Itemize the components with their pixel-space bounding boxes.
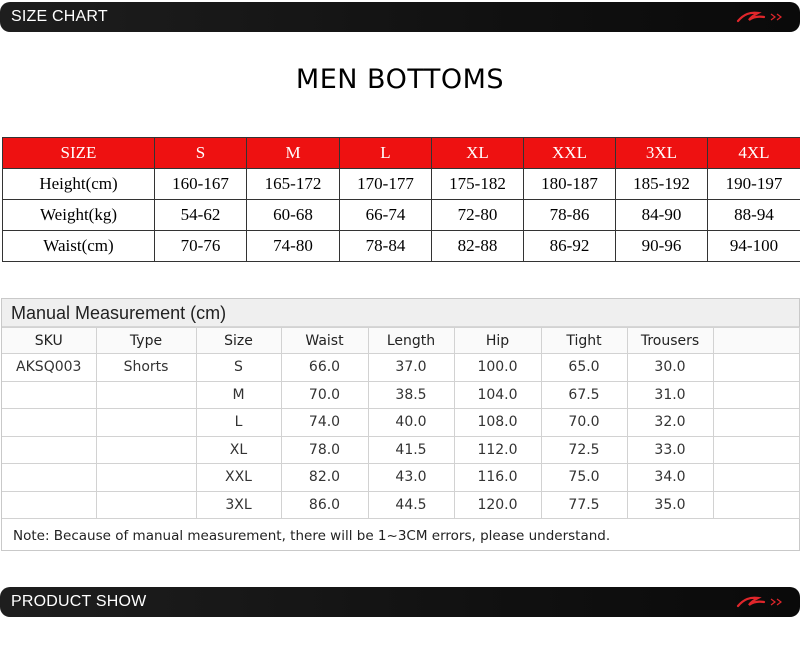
- table-cell: 41.5: [368, 436, 454, 464]
- table-cell: 185-192: [616, 169, 708, 200]
- table-cell: [96, 491, 196, 519]
- table-cell: [713, 436, 799, 464]
- table-cell: [713, 381, 799, 409]
- table-cell: 70.0: [541, 409, 627, 437]
- table-cell: 78-86: [524, 200, 616, 231]
- table-cell: 30.0: [627, 354, 713, 382]
- table-cell: 33.0: [627, 436, 713, 464]
- table-cell: 60-68: [247, 200, 340, 231]
- table-row: [2, 381, 799, 409]
- column-header-size: Size: [196, 328, 281, 354]
- size-header-cell: SIZE: [3, 138, 155, 169]
- table-cell: 90-96: [616, 231, 708, 262]
- table-cell: 175-182: [432, 169, 524, 200]
- table-cell: 66-74: [340, 200, 432, 231]
- size-header-cell: XL: [432, 138, 524, 169]
- table-row: [3, 169, 800, 200]
- table-cell: 82-88: [432, 231, 524, 262]
- manual-measurement-panel: [1, 298, 800, 551]
- table-cell: [96, 436, 196, 464]
- table-cell: 86.0: [281, 491, 368, 519]
- table-cell: 160-167: [155, 169, 247, 200]
- table-cell: 43.0: [368, 464, 454, 492]
- table-cell: 94-100: [708, 231, 800, 262]
- table-cell: 34.0: [627, 464, 713, 492]
- table-cell: [713, 354, 799, 382]
- table-cell: Shorts: [96, 354, 196, 382]
- table-cell: [713, 409, 799, 437]
- table-cell: 38.5: [368, 381, 454, 409]
- column-header-type: Type: [96, 328, 196, 354]
- column-header-hip: Hip: [454, 328, 541, 354]
- table-cell: 100.0: [454, 354, 541, 382]
- table-row: [2, 464, 799, 492]
- column-header-tight: Tight: [541, 328, 627, 354]
- banner-title: PRODUCT SHOW: [11, 593, 147, 610]
- table-row: [3, 200, 800, 231]
- table-cell: 190-197: [708, 169, 800, 200]
- manual-header-row: [2, 328, 799, 354]
- size-header-cell: XXL: [524, 138, 616, 169]
- row-label: Waist(cm): [3, 231, 155, 262]
- table-cell: 32.0: [627, 409, 713, 437]
- manual-measurement-table: [2, 327, 800, 519]
- table-cell: 82.0: [281, 464, 368, 492]
- table-cell: 86-92: [524, 231, 616, 262]
- size-header-cell: 3XL: [616, 138, 708, 169]
- table-cell: 72-80: [432, 200, 524, 231]
- table-cell: [96, 409, 196, 437]
- table-cell: 74-80: [247, 231, 340, 262]
- table-cell: 37.0: [368, 354, 454, 382]
- size-header-cell: M: [247, 138, 340, 169]
- table-cell: [2, 491, 96, 519]
- table-cell: 31.0: [627, 381, 713, 409]
- table-cell: 65.0: [541, 354, 627, 382]
- measurement-note: Note: Because of manual measurement, there will be 1~3CM errors, please understand.: [13, 528, 611, 544]
- table-cell: [96, 381, 196, 409]
- li-ning-logo-icon: [736, 10, 786, 24]
- column-header-trousers: Trousers: [627, 328, 713, 354]
- table-cell: 40.0: [368, 409, 454, 437]
- table-cell: XXL: [196, 464, 281, 492]
- table-row: [2, 409, 799, 437]
- table-cell: AKSQ003: [2, 354, 96, 382]
- table-cell: 84-90: [616, 200, 708, 231]
- size-header-cell: S: [155, 138, 247, 169]
- table-cell: 180-187: [524, 169, 616, 200]
- table-cell: M: [196, 381, 281, 409]
- table-cell: 108.0: [454, 409, 541, 437]
- table-cell: 104.0: [454, 381, 541, 409]
- table-cell: 170-177: [340, 169, 432, 200]
- table-cell: 77.5: [541, 491, 627, 519]
- table-row: [2, 491, 799, 519]
- table-cell: 116.0: [454, 464, 541, 492]
- page-title: MEN BOTTOMS: [295, 64, 505, 95]
- table-cell: L: [196, 409, 281, 437]
- table-row: [2, 354, 799, 382]
- table-cell: [713, 464, 799, 492]
- table-cell: 72.5: [541, 436, 627, 464]
- table-cell: 66.0: [281, 354, 368, 382]
- table-cell: 165-172: [247, 169, 340, 200]
- li-ning-logo-icon: [736, 595, 786, 609]
- table-cell: 120.0: [454, 491, 541, 519]
- size-header-row: [3, 138, 800, 169]
- table-cell: 78-84: [340, 231, 432, 262]
- product-show-banner: [0, 587, 800, 617]
- banner-title: SIZE CHART: [11, 8, 108, 25]
- table-cell: 3XL: [196, 491, 281, 519]
- row-label: Weight(kg): [3, 200, 155, 231]
- size-header-cell: 4XL: [708, 138, 800, 169]
- table-cell: 88-94: [708, 200, 800, 231]
- table-row: [3, 231, 800, 262]
- table-cell: 35.0: [627, 491, 713, 519]
- table-cell: XL: [196, 436, 281, 464]
- table-cell: [2, 409, 96, 437]
- column-header-length: Length: [368, 328, 454, 354]
- table-cell: [713, 491, 799, 519]
- column-header-empty: [713, 328, 799, 354]
- table-cell: 78.0: [281, 436, 368, 464]
- table-cell: [96, 464, 196, 492]
- table-cell: 54-62: [155, 200, 247, 231]
- table-cell: 74.0: [281, 409, 368, 437]
- table-cell: [2, 436, 96, 464]
- table-row: [2, 436, 799, 464]
- size-chart-banner: [0, 2, 800, 32]
- manual-measurement-caption: Manual Measurement (cm): [2, 299, 799, 327]
- column-header-sku: SKU: [2, 328, 96, 354]
- table-cell: [2, 381, 96, 409]
- size-header-cell: L: [340, 138, 432, 169]
- column-header-waist: Waist: [281, 328, 368, 354]
- row-label: Height(cm): [3, 169, 155, 200]
- table-cell: 70.0: [281, 381, 368, 409]
- table-cell: 75.0: [541, 464, 627, 492]
- table-cell: 44.5: [368, 491, 454, 519]
- size-chart-table: [2, 137, 800, 262]
- table-cell: [2, 464, 96, 492]
- table-cell: S: [196, 354, 281, 382]
- table-cell: 67.5: [541, 381, 627, 409]
- table-cell: 112.0: [454, 436, 541, 464]
- table-cell: 70-76: [155, 231, 247, 262]
